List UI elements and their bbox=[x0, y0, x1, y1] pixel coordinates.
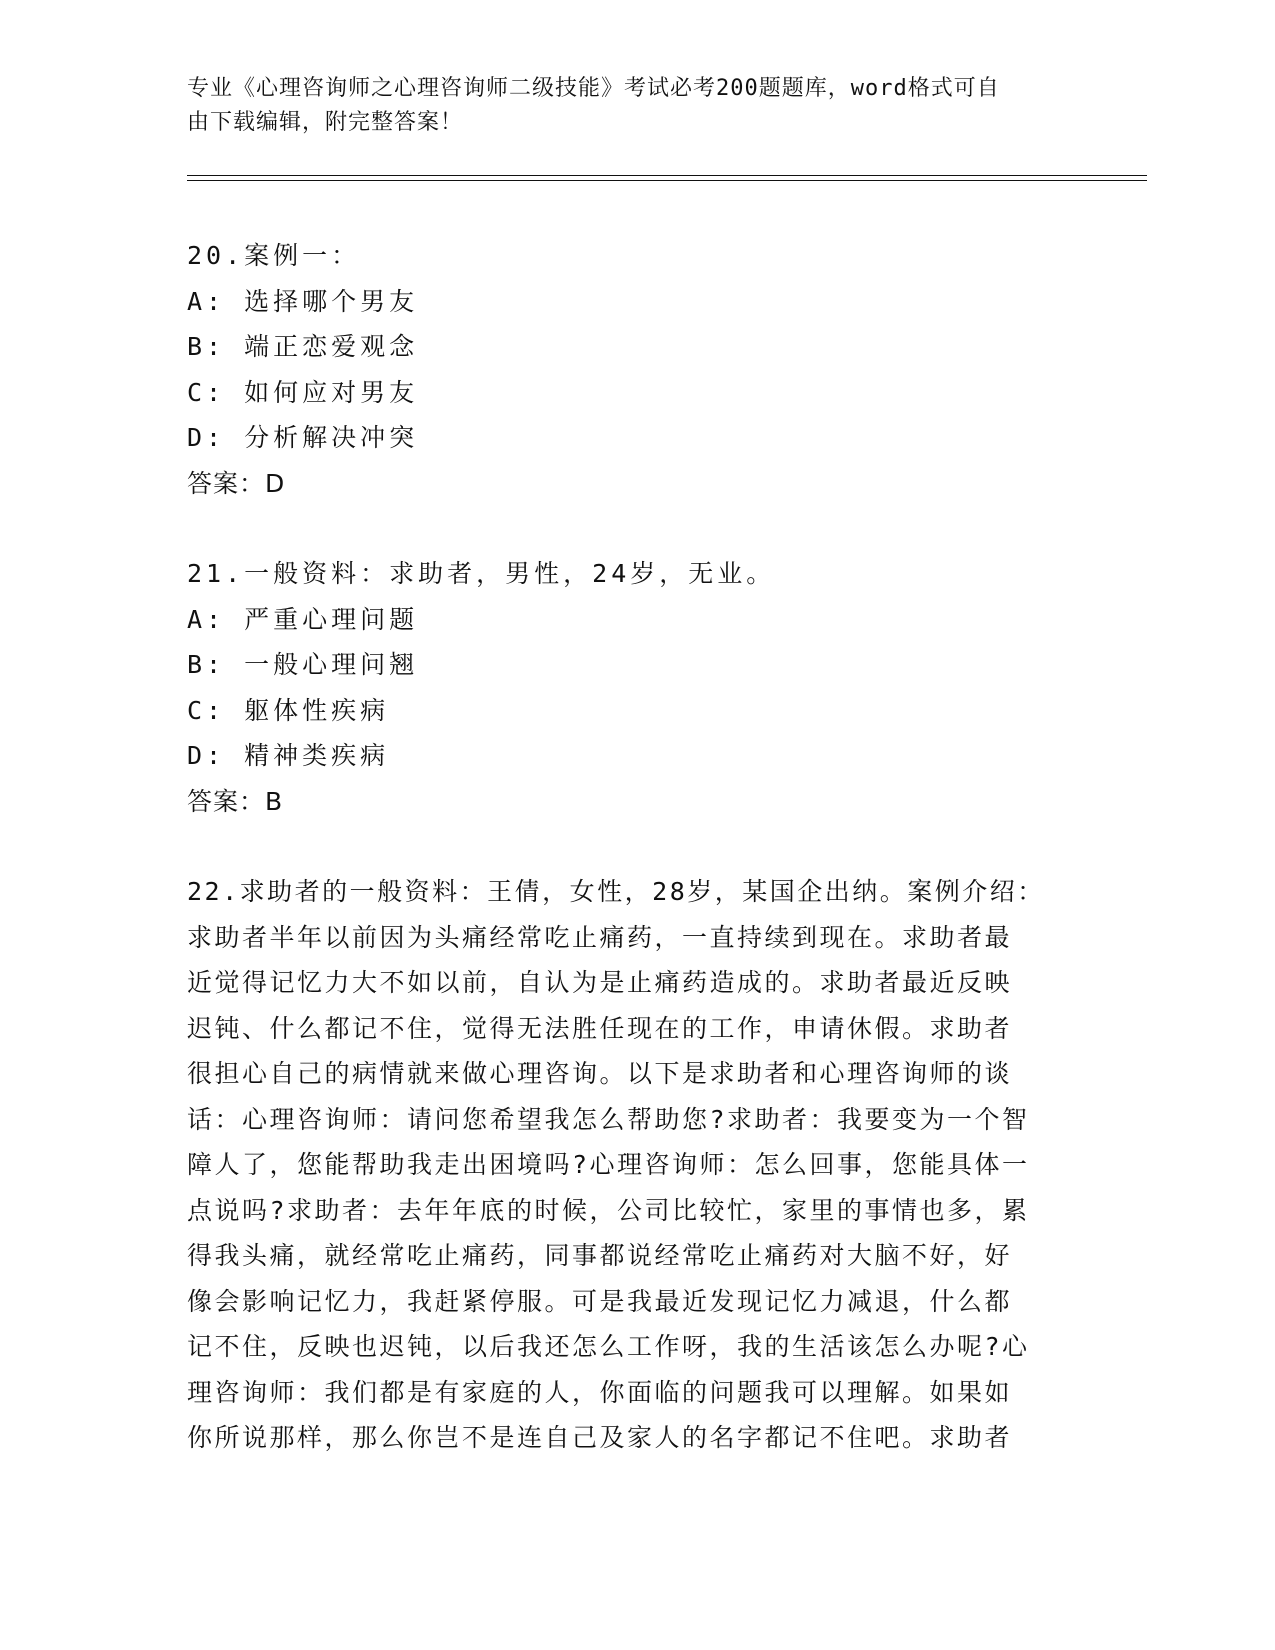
question-22-line: 近觉得记忆力大不如以前，自认为是止痛药造成的。求助者最近反映 bbox=[187, 968, 1013, 997]
question-22-line: 得我头痛，就经常吃止痛药，同事都说经常吃止痛药对大脑不好，好 bbox=[187, 1241, 1013, 1270]
question-22-line: 记不住，反映也迟钝，以后我还怎么工作呀，我的生活该怎么办呢?心 bbox=[187, 1332, 1030, 1361]
question-22-line: 障人了，您能帮助我走出困境吗?心理咨询师：怎么回事，您能具体一 bbox=[187, 1150, 1030, 1179]
option-a: A: 选择哪个男友 bbox=[187, 286, 419, 316]
option-c: C: 如何应对男友 bbox=[187, 377, 419, 407]
question-22-line: 很担心自己的病情就来做心理咨询。以下是求助者和心理咨询师的谈 bbox=[187, 1059, 1013, 1088]
question-22-line: 22.求助者的一般资料：王倩，女性，28岁，某国企出纳。案例介绍： bbox=[187, 877, 1045, 906]
header-line-2: 由下载编辑，附完整答案！ bbox=[187, 110, 464, 135]
question-21 bbox=[187, 551, 1067, 824]
question-22-line: 你所说那样，那么你岂不是连自己及家人的名字都记不住吧。求助者 bbox=[187, 1423, 1013, 1452]
question-22-line: 像会影响记忆力，我赶紧停服。可是我最近发现记忆力减退，什么都 bbox=[187, 1286, 1013, 1316]
question-22-line: 点说吗?求助者：去年年底的时候，公司比较忙，家里的事情也多，累 bbox=[187, 1195, 1030, 1225]
document-header bbox=[187, 72, 1067, 140]
answer: 答案：B bbox=[187, 786, 284, 816]
option-a: A: 严重心理问题 bbox=[187, 604, 419, 634]
question-22-line: 求助者半年以前因为头痛经常吃止痛药，一直持续到现在。求助者最 bbox=[187, 922, 1013, 952]
question-title: 20.案例一： bbox=[187, 241, 361, 270]
option-c: C: 躯体性疾病 bbox=[187, 695, 390, 725]
question-22-line: 迟钝、什么都记不住，觉得无法胜任现在的工作，申请休假。求助者 bbox=[187, 1013, 1013, 1043]
option-d: D: 分析解决冲突 bbox=[187, 423, 419, 452]
option-b: B: 一般心理问翘 bbox=[187, 650, 419, 679]
question-20 bbox=[187, 233, 1067, 506]
option-b: B: 端正恋爱观念 bbox=[187, 332, 419, 361]
question-22-line: 话：心理咨询师：请问您希望我怎么帮助您?求助者：我要变为一个智 bbox=[187, 1104, 1030, 1134]
question-22 bbox=[187, 869, 1067, 1461]
answer: 答案：D bbox=[187, 468, 286, 498]
header-divider-bottom bbox=[187, 180, 1147, 181]
header-line-1: 专业《心理咨询师之心理咨询师二级技能》考试必考200题题库，word格式可自 bbox=[187, 76, 1000, 101]
header-divider-top bbox=[187, 175, 1147, 176]
option-d: D: 精神类疾病 bbox=[187, 741, 390, 770]
question-title: 21.一般资料：求助者，男性，24岁，无业。 bbox=[187, 559, 776, 588]
question-22-line: 理咨询师：我们都是有家庭的人，你面临的问题我可以理解。如果如 bbox=[187, 1377, 1013, 1407]
